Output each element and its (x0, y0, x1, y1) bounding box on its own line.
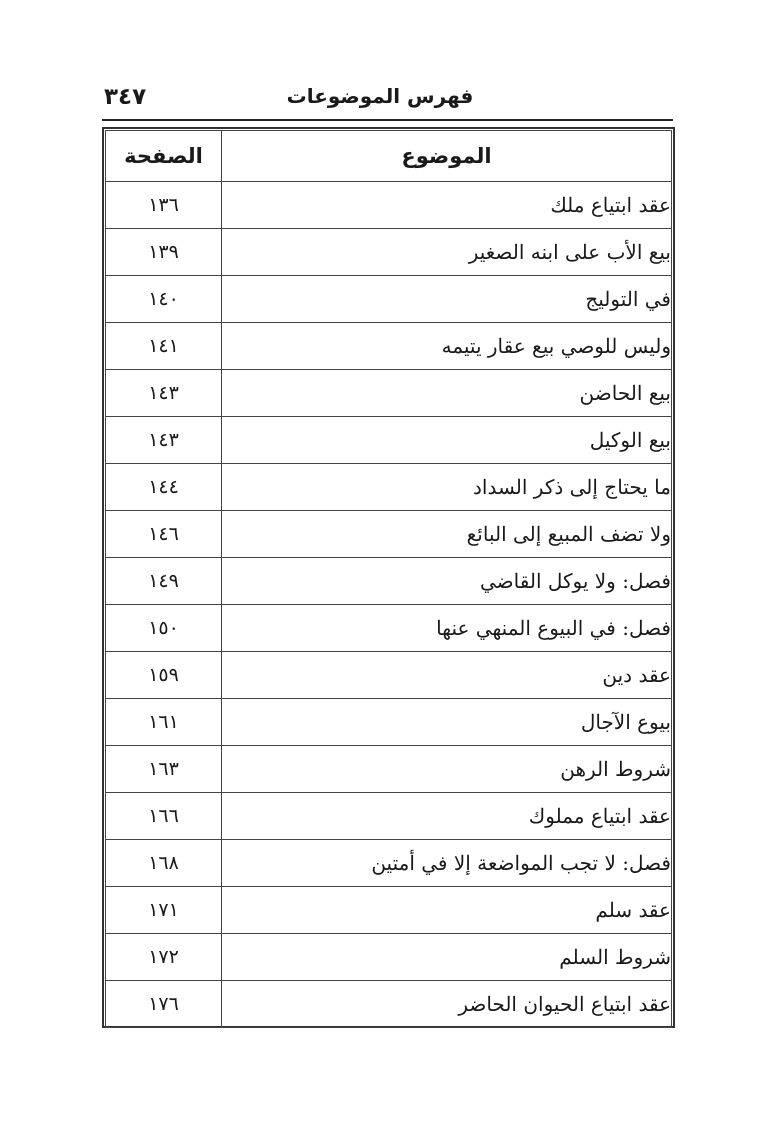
toc-row (106, 511, 672, 558)
toc-row (106, 746, 672, 793)
toc-table (105, 130, 672, 1028)
toc-page: ١٦٣ (106, 746, 222, 793)
toc-page: ١٤٩ (106, 558, 222, 605)
toc-page: ١٤٣ (106, 417, 222, 464)
toc-row (106, 370, 672, 417)
toc-row (106, 887, 672, 934)
toc-row (106, 934, 672, 981)
toc-topic: بيع الأب على ابنه الصغير (222, 229, 672, 276)
toc-page: ١٥٩ (106, 652, 222, 699)
toc-topic: عقد ابتياع ملك (222, 182, 672, 229)
header-rule (102, 119, 673, 121)
toc-topic: ولا تضف المبيع إلى البائع (222, 511, 672, 558)
toc-row (106, 652, 672, 699)
toc-topic: عقد دين (222, 652, 672, 699)
toc-topic: فصل: في البيوع المنهي عنها (222, 605, 672, 652)
toc-frame (102, 127, 675, 1028)
toc-page: ١٥٠ (106, 605, 222, 652)
toc-page: ١٧٢ (106, 934, 222, 981)
toc-page: ١٦١ (106, 699, 222, 746)
toc-topic: عقد ابتياع مملوك (222, 793, 672, 840)
toc-page: ١٤١ (106, 323, 222, 370)
toc-page: ١٣٩ (106, 229, 222, 276)
toc-page: ١٤٦ (106, 511, 222, 558)
toc-page: ١٤٠ (106, 276, 222, 323)
toc-topic: بيع الحاضن (222, 370, 672, 417)
toc-page: ١٣٦ (106, 182, 222, 229)
toc-row (106, 276, 672, 323)
toc-topic: ما يحتاج إلى ذكر السداد (222, 464, 672, 511)
toc-row (106, 558, 672, 605)
toc-topic: شروط السلم (222, 934, 672, 981)
toc-topic: في التوليج (222, 276, 672, 323)
toc-row (106, 323, 672, 370)
toc-topic: فصل: ولا يوكل القاضي (222, 558, 672, 605)
running-title: فهرس الموضوعات (286, 84, 474, 108)
toc-topic: فصل: لا تجب المواضعة إلا في أمتين (222, 840, 672, 887)
toc-topic: شروط الرهن (222, 746, 672, 793)
toc-page: ١٦٨ (106, 840, 222, 887)
toc-topic: بيوع الآجال (222, 699, 672, 746)
column-header-page: الصفحة (106, 131, 222, 182)
toc-topic: عقد ابتياع الحيوان الحاضر (222, 981, 672, 1028)
toc-page: ١٤٣ (106, 370, 222, 417)
toc-row (106, 229, 672, 276)
toc-topic: وليس للوصي بيع عقار يتيمه (222, 323, 672, 370)
column-header-topic: الموضوع (222, 131, 672, 182)
toc-header-row (106, 131, 672, 182)
toc-row (106, 840, 672, 887)
toc-page: ١٧١ (106, 887, 222, 934)
toc-row (106, 793, 672, 840)
toc-page: ١٧٦ (106, 981, 222, 1028)
toc-topic: بيع الوكيل (222, 417, 672, 464)
toc-row (106, 981, 672, 1028)
page-number: ٣٤٧ (104, 84, 147, 110)
toc-row (106, 417, 672, 464)
toc-topic: عقد سلم (222, 887, 672, 934)
toc-row (106, 182, 672, 229)
toc-row (106, 464, 672, 511)
toc-page: ١٤٤ (106, 464, 222, 511)
toc-row (106, 699, 672, 746)
toc-page: ١٦٦ (106, 793, 222, 840)
toc-row (106, 605, 672, 652)
